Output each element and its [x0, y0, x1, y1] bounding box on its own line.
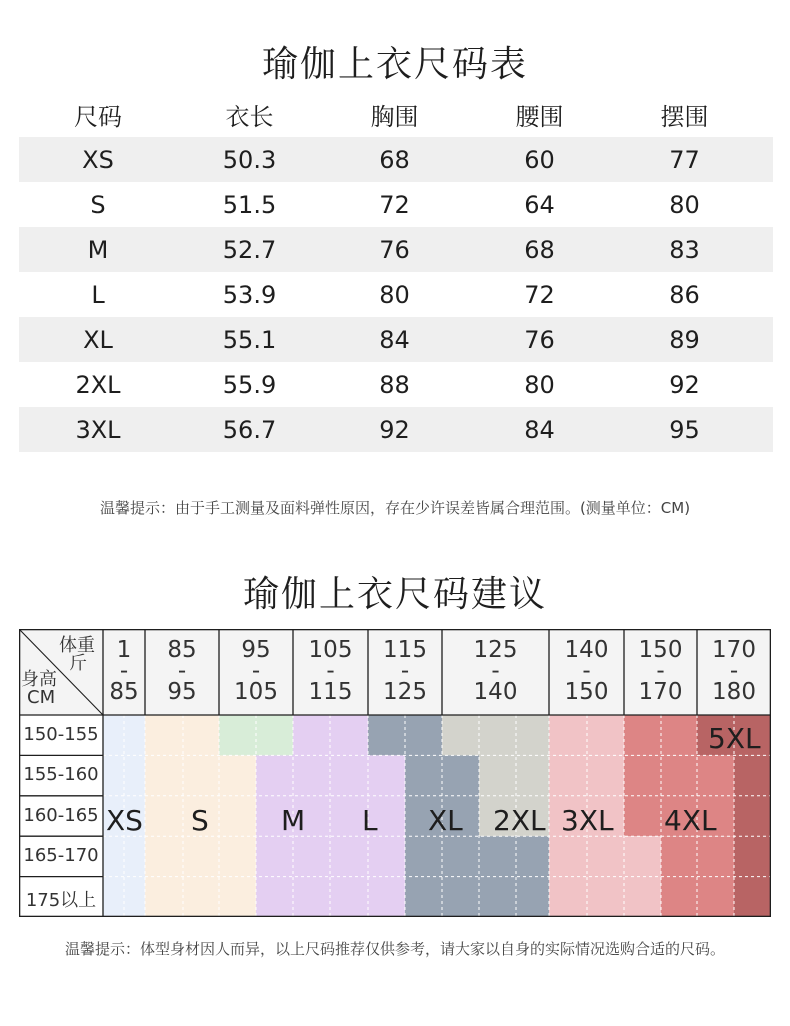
- size-cell-size: XS: [82, 145, 114, 174]
- size-cell-waist: 64: [524, 190, 555, 219]
- weight-range-max: 105: [234, 679, 278, 705]
- weight-range-dash: -: [656, 658, 665, 684]
- weight-range-min: 170: [712, 637, 756, 663]
- size-cell-waist: 84: [524, 415, 555, 444]
- size-cell-chest: 84: [379, 325, 410, 354]
- height-range-label: 160-165: [23, 804, 99, 826]
- corner-height: 身高: [21, 669, 57, 690]
- weight-range-dash: -: [251, 658, 261, 684]
- corner-weight-label: [59, 637, 95, 673]
- size-cell-size: S: [90, 190, 106, 219]
- size-label-5xl: 5XL: [708, 722, 761, 755]
- recommendation-title: 瑜伽上衣尺码建议: [242, 574, 547, 615]
- size-cell-hem: 95: [669, 415, 700, 444]
- weight-range-dash: -: [491, 658, 500, 684]
- size-label-xl: XL: [428, 804, 463, 837]
- weight-range-min: 140: [564, 637, 609, 663]
- weight-range-header: [442, 629, 549, 725]
- size-cell-hem: 86: [669, 280, 700, 309]
- weight-range-min: 1: [116, 637, 132, 663]
- size-cell-length: 52.7: [222, 235, 277, 264]
- size-label-l: L: [362, 804, 378, 837]
- weight-range-max: 180: [712, 679, 756, 705]
- size-cell-chest: 72: [379, 190, 410, 219]
- size-cell-waist: 68: [524, 235, 555, 264]
- corner-height-unit: CM: [27, 687, 56, 708]
- weight-range-dash: -: [326, 658, 335, 684]
- weight-range-header: [145, 629, 219, 725]
- weight-range-max: 115: [308, 679, 353, 705]
- size-row: [19, 137, 773, 182]
- weight-range-min: 95: [241, 637, 271, 663]
- corner-weight-unit: 斤: [69, 653, 87, 674]
- size-cell-length: 53.9: [222, 280, 277, 309]
- recommendation-grid: [19, 629, 771, 917]
- weight-range-max: 170: [638, 679, 683, 705]
- corner-height-label: [21, 671, 57, 707]
- size-cell-waist: 72: [524, 280, 555, 309]
- weight-range-max: 150: [564, 679, 609, 705]
- size-label-2xl: 2XL: [493, 804, 546, 837]
- height-range-label: 175以上: [25, 889, 97, 911]
- recommendation-note: 温馨提示：体型身材因人而异，以上尺码推荐仅供参考，请大家以自身的实际情况选购合适的尺码。: [64, 940, 725, 958]
- weight-range-min: 150: [638, 637, 683, 663]
- header-size: 尺码: [74, 103, 122, 131]
- size-cell-size: 2XL: [75, 370, 121, 399]
- size-label-4xl: 4XL: [664, 804, 717, 837]
- size-cell-hem: 83: [669, 235, 700, 264]
- weight-range-max: 140: [473, 679, 518, 705]
- size-cell-length: 56.7: [222, 415, 277, 444]
- size-cell-hem: 80: [669, 190, 700, 219]
- size-label-xs: XS: [106, 804, 143, 837]
- size-chart-title: 瑜伽上衣尺码表: [261, 44, 528, 85]
- size-cell-chest: 80: [379, 280, 410, 309]
- weight-range-min: 125: [473, 637, 518, 663]
- size-row: [19, 407, 773, 452]
- size-cell-length: 55.1: [222, 325, 277, 354]
- weight-range-header: [549, 629, 624, 725]
- weight-range-min: 105: [308, 637, 353, 663]
- size-cell-size: L: [91, 280, 105, 309]
- weight-range-dash: -: [177, 658, 187, 684]
- height-range-label: 155-160: [23, 764, 99, 786]
- size-cell-chest: 68: [379, 145, 410, 174]
- size-cell-chest: 92: [379, 415, 410, 444]
- size-cell-hem: 92: [669, 370, 700, 399]
- weight-range-max: 125: [383, 679, 427, 705]
- size-cell-waist: 60: [524, 145, 555, 174]
- size-cell-length: 55.9: [222, 370, 277, 399]
- weight-range-header: [697, 629, 771, 725]
- weight-range-max: 85: [109, 679, 139, 705]
- header-length: 衣长: [225, 103, 274, 131]
- size-cell-hem: 89: [669, 325, 700, 354]
- size-cell-size: 3XL: [75, 415, 121, 444]
- size-rows: [19, 137, 773, 452]
- size-cell-size: XL: [83, 325, 113, 354]
- size-row: [19, 317, 773, 362]
- size-cell-waist: 80: [524, 370, 555, 399]
- size-cell-length: 51.5: [222, 190, 277, 219]
- size-cell-length: 50.3: [222, 145, 277, 174]
- size-cell-hem: 77: [669, 145, 700, 174]
- header-hem: 摆围: [660, 103, 709, 131]
- size-label-3xl: 3XL: [561, 804, 614, 837]
- size-cell-chest: 88: [379, 370, 410, 399]
- weight-range-header: [368, 629, 442, 725]
- size-cell-chest: 76: [379, 235, 410, 264]
- weight-range-dash: -: [582, 658, 591, 684]
- weight-range-dash: -: [119, 658, 129, 684]
- weight-range-header: [624, 629, 697, 725]
- size-row: [19, 227, 773, 272]
- size-table: [19, 92, 773, 452]
- size-label-m: M: [281, 804, 306, 837]
- weight-range-min: 85: [167, 637, 197, 663]
- size-cell-waist: 76: [524, 325, 555, 354]
- size-row: [19, 272, 773, 317]
- weight-range-header: [103, 629, 145, 725]
- size-note: 温馨提示：由于手工测量及面料弹性原因，存在少许误差皆属合理范围。(测量单位：CM): [99, 499, 691, 517]
- weight-range-header: [293, 629, 368, 725]
- size-table-header: [19, 92, 773, 137]
- size-cell-size: M: [87, 235, 109, 264]
- height-range-label: 165-170: [23, 845, 99, 867]
- size-row: [19, 362, 773, 407]
- corner-weight: 体重: [59, 635, 95, 656]
- weight-range-max: 95: [167, 679, 197, 705]
- height-range-label: 150-155: [23, 724, 99, 745]
- weight-range-min: 115: [383, 637, 427, 663]
- size-label-s: S: [191, 804, 209, 837]
- weight-range-dash: -: [729, 658, 739, 684]
- header-waist: 腰围: [515, 103, 564, 131]
- size-row: [19, 182, 773, 227]
- weight-range-dash: -: [400, 658, 410, 684]
- header-chest: 胸围: [370, 103, 419, 131]
- weight-range-header: [219, 629, 293, 725]
